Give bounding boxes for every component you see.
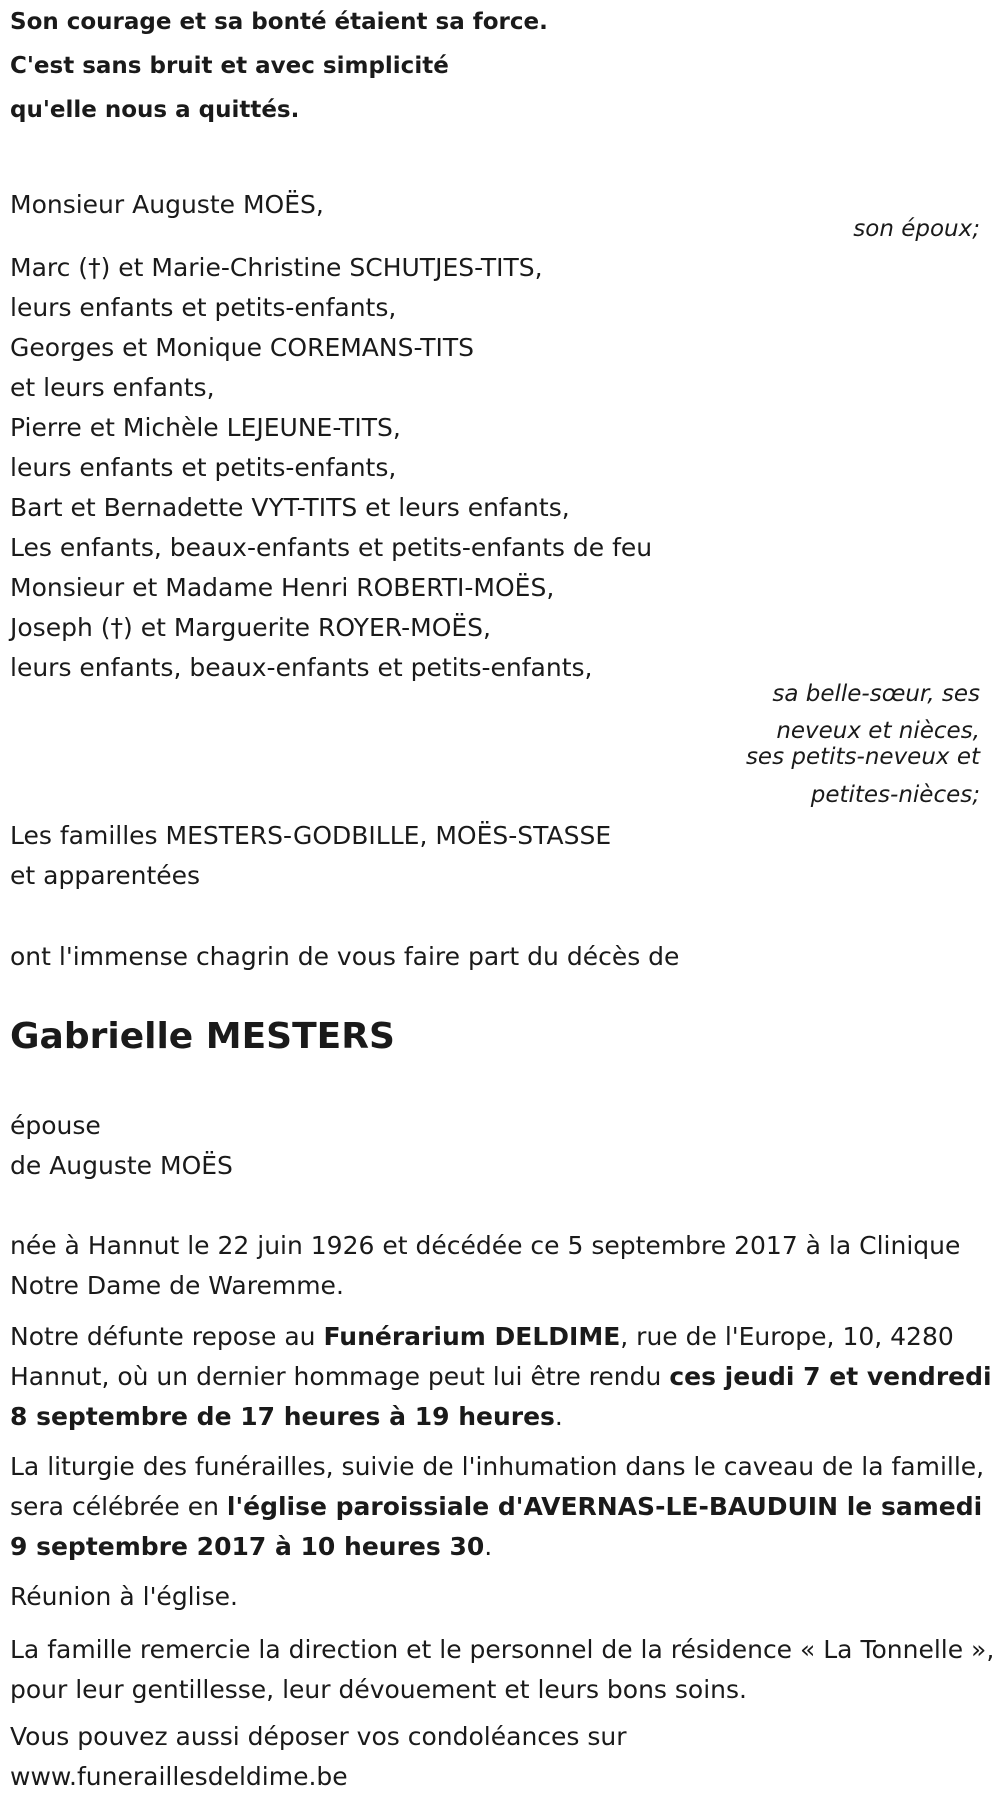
wife-of-line: épouse <box>10 1111 101 1140</box>
family-line: leurs enfants et petits-enfants, <box>10 293 397 322</box>
birth-death-paragraph: née à Hannut le 22 juin 1926 et décédée ce 5 septembre 2017 à la Clinique Notre Dame de Waremme. <box>10 1231 961 1300</box>
liturgy-text: . <box>484 1532 493 1561</box>
liturgy-paragraph <box>10 1447 1000 1567</box>
family-line: Bart et Bernadette VYT-TITS et leurs enfants, <box>10 493 570 522</box>
family-line: Georges et Monique COREMANS-TITS <box>10 333 474 362</box>
intro-line: C'est sans bruit et avec simplicité <box>10 53 449 79</box>
family-role-line: neveux et nièces, <box>776 718 980 744</box>
family-role-line: sa belle-sœur, ses <box>772 681 980 707</box>
family-line: Joseph (†) et Marguerite ROYER-MOËS, <box>10 613 491 642</box>
family-line: et leurs enfants, <box>10 373 215 402</box>
other-families-line: et apparentées <box>10 861 201 890</box>
family-line: Les enfants, beaux-enfants et petits-enfants de feu <box>10 533 653 562</box>
wife-of-line: de Auguste MOËS <box>10 1151 233 1180</box>
intro-line: qu'elle nous a quittés. <box>10 97 300 123</box>
repose-text: . <box>554 1402 563 1431</box>
spouse-name: Monsieur Auguste MOËS, <box>10 190 324 219</box>
funerarium-name: Funérarium DELDIME <box>323 1322 621 1351</box>
announcement: ont l'immense chagrin de vous faire part du décès de <box>10 942 680 971</box>
liturgy-text: La liturgie des funérailles, suivie de l'inhumation dans le caveau de la famille, sera célébrée en <box>10 1452 985 1521</box>
family-line: leurs enfants et petits-enfants, <box>10 453 397 482</box>
condolences-text: Vous pouvez aussi déposer vos condoléances sur <box>10 1722 627 1751</box>
spouse-role: son époux; <box>853 216 980 242</box>
visiting-hours: ces jeudi 7 et vendredi 8 septembre de 17 heures à 19 heures <box>10 1362 992 1431</box>
family-line: Pierre et Michèle LEJEUNE-TITS, <box>10 413 401 442</box>
family-role-line: ses petits-neveux et <box>745 744 980 770</box>
other-families-line: Les familles MESTERS-GODBILLE, MOËS-STASSE <box>10 821 612 850</box>
ceremony-details: l'église paroissiale d'AVERNAS-LE-BAUDUIN le samedi 9 septembre 2017 à 10 heures 30 <box>10 1492 983 1561</box>
repose-paragraph <box>10 1317 1000 1437</box>
repose-text: , rue de l'Europe, 10, 4280 Hannut, où un dernier hommage peut lui être rendu <box>10 1322 954 1391</box>
intro-line: Son courage et sa bonté étaient sa force. <box>10 9 548 35</box>
thanks-paragraph: La famille remercie la direction et le personnel de la résidence « La Tonnelle », pour leur gentillesse, leur dévouement et leurs bons soins. <box>10 1635 995 1704</box>
family-line: Marc (†) et Marie-Christine SCHUTJES-TITS, <box>10 253 543 282</box>
repose-text: Notre défunte repose au <box>10 1322 324 1351</box>
family-line: Monsieur et Madame Henri ROBERTI-MOËS, <box>10 573 555 602</box>
reunion-note: Réunion à l'église. <box>10 1582 238 1611</box>
deceased-name: Gabrielle MESTERS <box>10 1016 395 1057</box>
family-line: leurs enfants, beaux-enfants et petits-enfants, <box>10 653 593 682</box>
family-role-line: petites-nièces; <box>810 782 980 808</box>
condolences-url[interactable]: www.funeraillesdeldime.be <box>10 1762 348 1791</box>
